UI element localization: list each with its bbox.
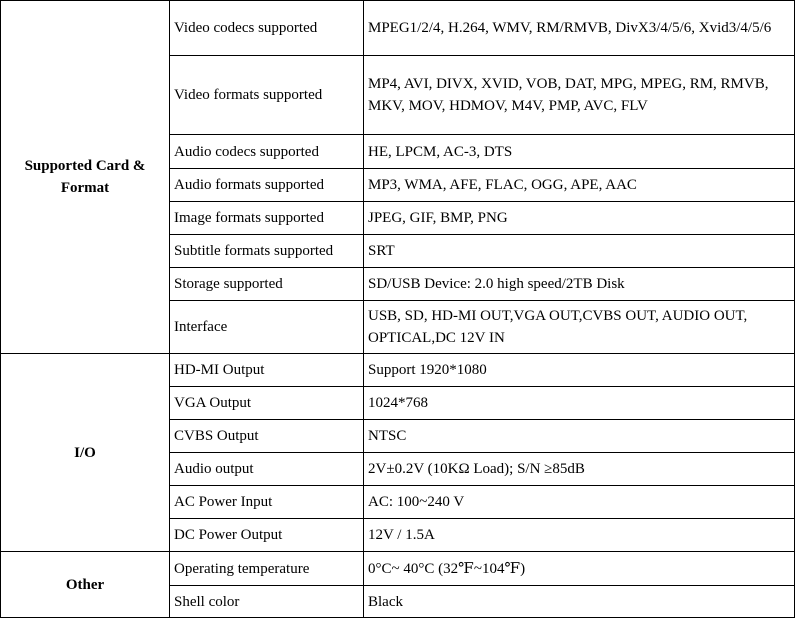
spec-label: Interface [170,301,364,354]
spec-label: DC Power Output [170,519,364,552]
spec-label: Video formats supported [170,56,364,135]
spec-value: HE, LPCM, AC-3, DTS [364,135,795,169]
spec-value: Support 1920*1080 [364,354,795,387]
spec-label: Video codecs supported [170,1,364,56]
table-row [1,1,795,56]
spec-value: AC: 100~240 V [364,486,795,519]
spec-label: CVBS Output [170,420,364,453]
spec-label: Subtitle formats supported [170,235,364,268]
spec-label: Image formats supported [170,202,364,235]
spec-label: Audio output [170,453,364,486]
spec-label: VGA Output [170,387,364,420]
spec-value: Black [364,586,795,618]
spec-label: Storage supported [170,268,364,301]
category-io: I/O [1,354,170,552]
spec-value: 12V / 1.5A [364,519,795,552]
spec-label: Shell color [170,586,364,618]
category-other: Other [1,552,170,618]
spec-value: NTSC [364,420,795,453]
spec-label: Operating temperature [170,552,364,586]
spec-value: 1024*768 [364,387,795,420]
spec-value: USB, SD, HD-MI OUT,VGA OUT,CVBS OUT, AUDIO OUT, OPTICAL,DC 12V IN [364,301,795,354]
spec-value: MPEG1/2/4, H.264, WMV, RM/RMVB, DivX3/4/5/6, Xvid3/4/5/6 [364,1,795,56]
spec-value: SD/USB Device: 2.0 high speed/2TB Disk [364,268,795,301]
spec-label: AC Power Input [170,486,364,519]
spec-label: Audio codecs supported [170,135,364,169]
table-row [1,552,795,586]
spec-value: JPEG, GIF, BMP, PNG [364,202,795,235]
spec-label: Audio formats supported [170,169,364,202]
spec-value: SRT [364,235,795,268]
spec-value: 2V±0.2V (10KΩ Load); S/N ≥85dB [364,453,795,486]
spec-value: 0°C~ 40°C (32℉~104℉) [364,552,795,586]
spec-value: MP3, WMA, AFE, FLAC, OGG, APE, AAC [364,169,795,202]
spec-value: MP4, AVI, DIVX, XVID, VOB, DAT, MPG, MPEG, RM, RMVB, MKV, MOV, HDMOV, M4V, PMP, AVC, FLV [364,56,795,135]
category-supported-card-format: Supported Card & Format [1,1,170,354]
table-row [1,354,795,387]
spec-label: HD-MI Output [170,354,364,387]
